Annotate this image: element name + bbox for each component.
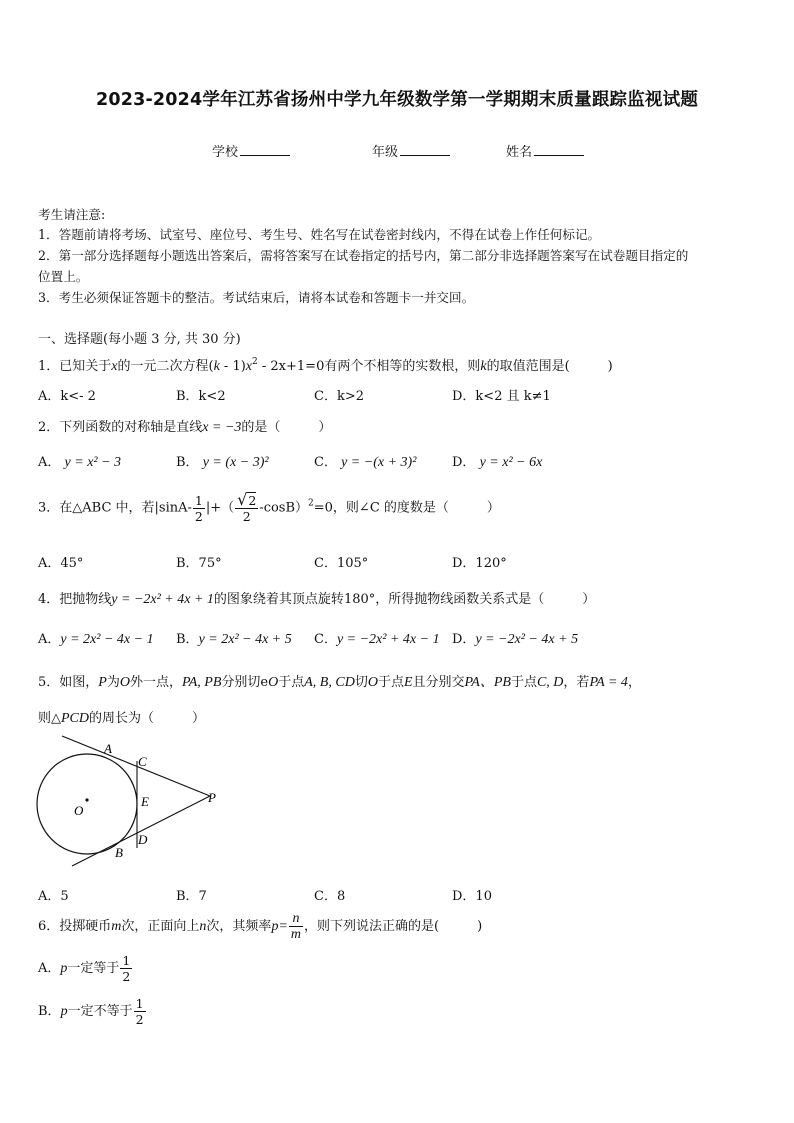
- center-point: [85, 798, 88, 801]
- label-o: O: [74, 803, 84, 818]
- option-d: D．y = −2x² − 4x + 5: [452, 632, 579, 647]
- option-b: B．7: [176, 889, 207, 904]
- option-b: B．y = 2x² − 4x + 5: [176, 632, 292, 647]
- label-d: D: [138, 832, 148, 847]
- option-c: C．k>2: [314, 389, 364, 404]
- fraction: $\frac{1}{2}$: [135, 996, 144, 1027]
- question-5: 5．如图，P为O外一点，PA, PB分别切eO于点A, B, CD切O于点E且分别交PA、PB于点C, D，若PA = 4，: [38, 675, 641, 690]
- label-c: C: [138, 754, 147, 769]
- option-b: B． y = (x − 3)²: [176, 455, 269, 470]
- label-p: P: [208, 790, 216, 805]
- question-6: 6．投掷硬币m次，正面向上n次，其频率p= $\frac{n}{m}$ ，则下列说法正确的是( ): [38, 911, 483, 942]
- option-b: B．p一定不等于 $\frac{1}{2}$: [38, 996, 144, 1027]
- label-b: B: [115, 845, 123, 860]
- fraction: $\frac{1}{2}$: [122, 953, 131, 984]
- grade-field: [372, 141, 450, 160]
- school-field: [212, 141, 290, 160]
- question-1: 1．已知关于x的一元二次方程$(k - 1)x^2 - 2x+1=0$有两个不相等的实数根，则k的取值范围是( ): [38, 357, 613, 374]
- option-b: B．k<2: [176, 389, 226, 404]
- option-c: C．105°: [314, 556, 369, 571]
- option-a: A．p一定等于 $\frac{1}{2}$: [38, 953, 131, 984]
- option-a: A．45°: [38, 556, 84, 571]
- grade-blank: [400, 143, 450, 156]
- option-c: C．8: [314, 889, 346, 904]
- option-d: D． y = x² − 6x: [452, 455, 543, 470]
- page-title: 2023-2024学年江苏省扬州中学九年级数学第一学期期末质量跟踪监视试题: [95, 90, 699, 110]
- question-4: 4．把抛物线y = −2x² + 4x + 1的图象绕着其顶点旋转180°，所得抛物线函数关系式是（ ）: [38, 592, 596, 607]
- notice-item: 2．第一部分选择题每小题选出答案后，需将答案写在试卷指定的括号内，第二部分非选择题答案写在试卷题目指定的: [38, 248, 689, 263]
- tangent-pa: [62, 736, 210, 796]
- option-a: A． y = x² − 3: [38, 455, 122, 470]
- school-label: 学校: [212, 145, 239, 160]
- notice-item: 3．考生必须保证答题卡的整洁。考试结束后，请将本试卷和答题卡一并交回。: [38, 290, 475, 305]
- sqrt-fraction: $\frac{√2}{2}$: [237, 490, 257, 524]
- option-d: D．120°: [452, 556, 507, 571]
- question-3: 3．在△ABC 中，若|sinA- $\frac{1}{2}$ |+（ $\frac{√2}{2}$ -cosB）$^2$=0，则∠C 的度数是（ ）: [38, 490, 500, 524]
- circle-o: [37, 754, 137, 854]
- option-a: A．5: [38, 889, 69, 904]
- notice-heading: 考生请注意:: [38, 207, 106, 222]
- fraction: $\frac{n}{m}$: [290, 911, 302, 942]
- fraction: $\frac{1}{2}$: [194, 492, 203, 524]
- option-a: A．y = 2x² − 4x − 1: [38, 632, 154, 647]
- name-blank: [534, 143, 584, 156]
- notice-item: 位置上。: [38, 269, 89, 284]
- option-c: C． y = −(x + 3)²: [314, 455, 417, 470]
- school-blank: [240, 143, 290, 156]
- label-a: A: [104, 741, 112, 756]
- option-d: D．10: [452, 889, 492, 904]
- name-label: 姓名: [506, 145, 533, 160]
- option-b: B．75°: [176, 556, 222, 571]
- grade-label: 年级: [372, 145, 399, 160]
- question-5-line2: 则△PCD的周长为（ ）: [38, 711, 206, 726]
- option-d: D．k<2 且 k≠1: [452, 389, 551, 404]
- name-field: [506, 141, 584, 160]
- section-heading: 一、选择题(每小题 3 分, 共 30 分): [38, 332, 241, 347]
- label-e: E: [141, 794, 149, 809]
- option-a: A．k<- 2: [38, 389, 96, 404]
- option-c: C．y = −2x² + 4x − 1: [314, 632, 440, 647]
- tangent-circle-figure: [30, 730, 230, 870]
- question-2: 2．下列函数的对称轴是直线x = −3的是（ ）: [38, 420, 332, 435]
- notice-item: 1．答题前请将考场、试室号、座位号、考生号、姓名写在试卷密封线内，不得在试卷上作任何标记。: [38, 227, 601, 242]
